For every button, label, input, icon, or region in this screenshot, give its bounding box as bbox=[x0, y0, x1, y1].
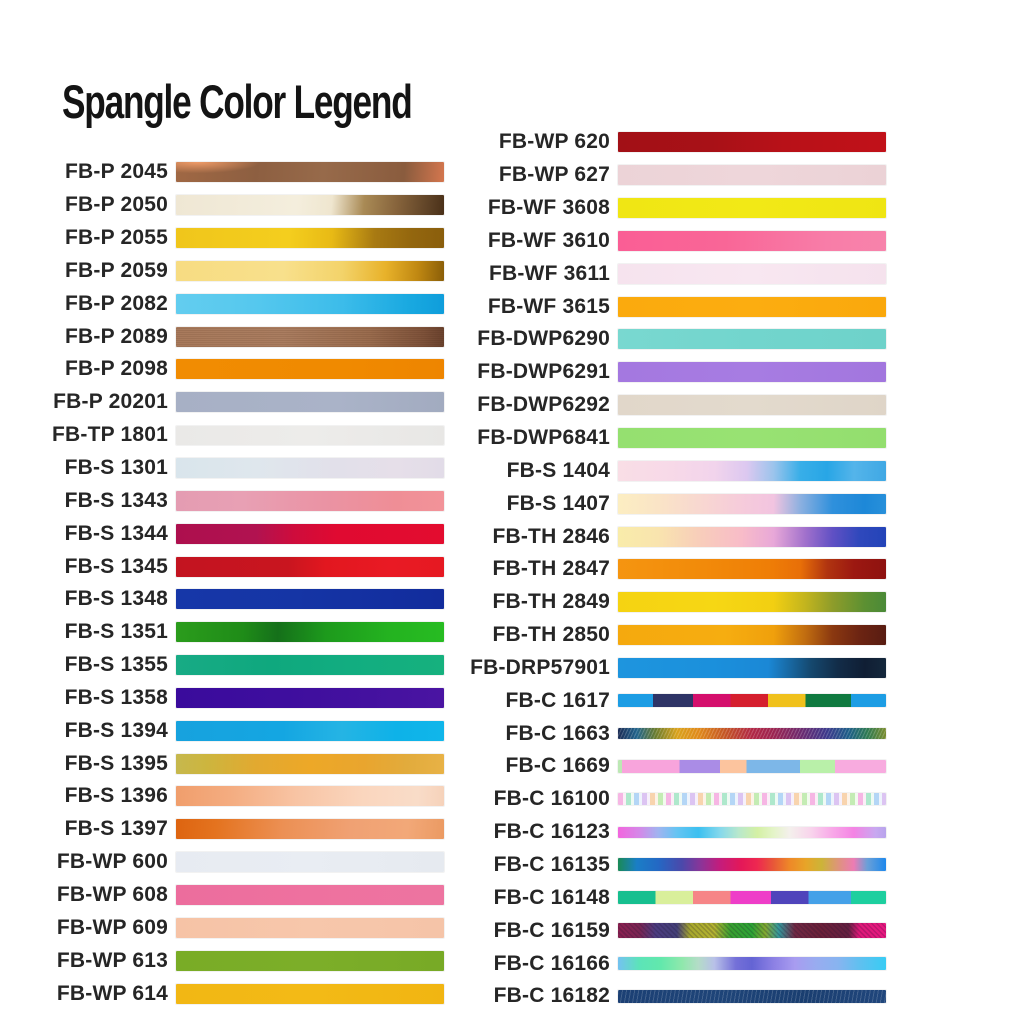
swatch-label: FB-C 1663 bbox=[505, 721, 610, 745]
legend-row bbox=[38, 517, 444, 550]
swatch-label: FB-C 16159 bbox=[493, 918, 610, 942]
legend-row bbox=[38, 813, 444, 846]
swatch-label: FB-TH 2846 bbox=[492, 524, 610, 548]
legend-row bbox=[38, 222, 444, 255]
legend-row bbox=[460, 750, 886, 783]
legend-row bbox=[460, 947, 886, 980]
legend-row bbox=[460, 257, 886, 290]
legend-row bbox=[38, 714, 444, 747]
legend-row bbox=[38, 320, 444, 353]
color-swatch bbox=[618, 395, 886, 415]
color-swatch bbox=[176, 392, 444, 412]
legend-row bbox=[38, 879, 444, 912]
swatch-label: FB-S 1348 bbox=[64, 587, 168, 611]
color-swatch bbox=[618, 793, 886, 805]
swatch-label: FB-S 1343 bbox=[64, 488, 168, 512]
color-swatch bbox=[176, 426, 444, 445]
color-swatch bbox=[176, 786, 444, 806]
legend-row bbox=[38, 484, 444, 517]
color-swatch bbox=[176, 852, 444, 872]
legend-row bbox=[38, 616, 444, 649]
swatch-label: FB-P 2050 bbox=[65, 193, 168, 217]
legend-row bbox=[460, 816, 886, 849]
swatch-label: FB-S 1344 bbox=[64, 521, 168, 545]
color-swatch bbox=[618, 165, 886, 185]
legend-row bbox=[460, 290, 886, 323]
legend-row bbox=[38, 780, 444, 813]
swatch-label: FB-C 16100 bbox=[493, 787, 610, 811]
swatch-label: FB-P 2059 bbox=[65, 258, 168, 282]
swatch-label: FB-WP 613 bbox=[56, 948, 168, 972]
legend-row bbox=[38, 944, 444, 977]
swatch-label: FB-P 2055 bbox=[65, 226, 168, 250]
swatch-label: FB-C 16166 bbox=[493, 951, 610, 975]
swatch-label: FB-P 2045 bbox=[65, 160, 168, 184]
color-swatch bbox=[618, 625, 886, 645]
legend-row bbox=[460, 619, 886, 652]
legend-row bbox=[38, 846, 444, 879]
legend-row bbox=[460, 553, 886, 586]
swatch-label: FB-WP 609 bbox=[56, 915, 168, 939]
legend-row bbox=[38, 682, 444, 715]
color-swatch bbox=[176, 918, 444, 938]
color-swatch bbox=[176, 458, 444, 478]
color-swatch bbox=[176, 655, 444, 675]
color-swatch bbox=[618, 461, 886, 481]
color-swatch bbox=[176, 294, 444, 314]
color-swatch bbox=[176, 885, 444, 905]
color-swatch bbox=[618, 362, 886, 382]
swatch-label: FB-P 2089 bbox=[65, 324, 168, 348]
legend-row bbox=[38, 419, 444, 452]
legend-row bbox=[460, 126, 886, 159]
swatch-label: FB-DWP6841 bbox=[477, 426, 610, 450]
legend-row bbox=[460, 717, 886, 750]
legend-row bbox=[460, 225, 886, 258]
swatch-label: FB-DWP6291 bbox=[477, 360, 610, 384]
swatch-label: FB-P 2082 bbox=[65, 291, 168, 315]
legend-row bbox=[38, 189, 444, 222]
legend-row bbox=[460, 652, 886, 685]
color-swatch bbox=[618, 297, 886, 317]
legend-row bbox=[38, 255, 444, 288]
swatch-label: FB-P 20201 bbox=[53, 390, 168, 414]
legend-row bbox=[460, 849, 886, 882]
swatch-label: FB-WF 3611 bbox=[488, 261, 610, 285]
color-swatch bbox=[176, 951, 444, 971]
color-swatch bbox=[618, 827, 886, 838]
swatch-label: FB-S 1301 bbox=[64, 456, 168, 480]
swatch-label: FB-DWP6290 bbox=[477, 327, 610, 351]
swatch-label: FB-P 2098 bbox=[65, 357, 168, 381]
color-swatch bbox=[618, 527, 886, 547]
legend-row bbox=[460, 454, 886, 487]
legend-row bbox=[38, 452, 444, 485]
swatch-label: FB-S 1355 bbox=[64, 653, 168, 677]
legend-row bbox=[460, 356, 886, 389]
color-swatch bbox=[176, 984, 444, 1004]
swatch-label: FB-DWP6292 bbox=[477, 393, 610, 417]
color-swatch bbox=[618, 694, 886, 707]
color-swatch bbox=[618, 592, 886, 612]
color-swatch bbox=[618, 329, 886, 349]
legend-row bbox=[38, 747, 444, 780]
color-swatch bbox=[176, 195, 444, 215]
swatch-label: FB-WP 627 bbox=[498, 163, 610, 187]
legend-column-right bbox=[460, 126, 886, 1013]
color-swatch bbox=[618, 264, 886, 284]
swatch-label: FB-DRP57901 bbox=[470, 655, 610, 679]
color-swatch bbox=[618, 559, 886, 579]
color-swatch bbox=[176, 491, 444, 511]
color-swatch bbox=[176, 359, 444, 379]
color-swatch bbox=[618, 428, 886, 448]
swatch-label: FB-TH 2850 bbox=[492, 623, 610, 647]
color-swatch bbox=[176, 589, 444, 609]
swatch-label: FB-WP 600 bbox=[56, 850, 168, 874]
swatch-label: FB-WF 3608 bbox=[487, 196, 610, 220]
swatch-label: FB-C 1669 bbox=[505, 754, 610, 778]
legend-row bbox=[460, 520, 886, 553]
swatch-label: FB-TH 2849 bbox=[492, 590, 610, 614]
swatch-label: FB-TH 2847 bbox=[492, 557, 610, 581]
legend-row bbox=[38, 287, 444, 320]
legend-row bbox=[460, 422, 886, 455]
legend-row bbox=[460, 323, 886, 356]
color-swatch bbox=[618, 132, 886, 152]
color-swatch bbox=[176, 557, 444, 577]
color-swatch bbox=[618, 494, 886, 514]
color-swatch bbox=[176, 688, 444, 708]
legend-row bbox=[460, 914, 886, 947]
color-swatch bbox=[618, 658, 886, 678]
legend-row bbox=[460, 980, 886, 1013]
swatch-label: FB-S 1351 bbox=[64, 620, 168, 644]
color-swatch bbox=[618, 728, 886, 739]
legend-row bbox=[38, 353, 444, 386]
swatch-label: FB-S 1394 bbox=[64, 718, 168, 742]
swatch-label: FB-S 1404 bbox=[506, 458, 610, 482]
swatch-label: FB-WP 608 bbox=[56, 882, 168, 906]
color-swatch bbox=[176, 162, 444, 182]
swatch-label: FB-S 1395 bbox=[64, 751, 168, 775]
swatch-label: FB-S 1345 bbox=[64, 554, 168, 578]
legend-row bbox=[460, 192, 886, 225]
page-title: Spangle Color Legend bbox=[62, 76, 412, 129]
swatch-label: FB-S 1358 bbox=[64, 685, 168, 709]
legend-row bbox=[38, 977, 444, 1010]
color-swatch bbox=[176, 524, 444, 544]
color-swatch bbox=[176, 721, 444, 741]
color-swatch bbox=[176, 327, 444, 347]
swatch-label: FB-S 1407 bbox=[506, 491, 610, 515]
color-swatch bbox=[176, 261, 444, 281]
swatch-label: FB-S 1397 bbox=[64, 817, 168, 841]
legend-row bbox=[38, 550, 444, 583]
legend-row bbox=[38, 156, 444, 189]
color-swatch bbox=[176, 622, 444, 642]
legend-row bbox=[460, 881, 886, 914]
swatch-label: FB-WF 3610 bbox=[487, 228, 610, 252]
swatch-label: FB-TP 1801 bbox=[52, 423, 168, 447]
swatch-label: FB-C 16135 bbox=[493, 852, 610, 876]
color-swatch bbox=[618, 990, 886, 1003]
color-swatch bbox=[618, 891, 886, 904]
swatch-label: FB-C 16148 bbox=[493, 885, 610, 909]
legend-row bbox=[460, 783, 886, 816]
swatch-label: FB-C 1617 bbox=[505, 688, 610, 712]
swatch-label: FB-C 16123 bbox=[493, 820, 610, 844]
color-swatch bbox=[176, 228, 444, 248]
swatch-label: FB-WP 620 bbox=[498, 130, 610, 154]
legend-row bbox=[460, 389, 886, 422]
legend-row bbox=[460, 586, 886, 619]
swatch-label: FB-S 1396 bbox=[64, 784, 168, 808]
legend-row bbox=[38, 911, 444, 944]
color-swatch bbox=[176, 754, 444, 774]
legend-row bbox=[460, 159, 886, 192]
swatch-label: FB-WP 614 bbox=[56, 981, 168, 1005]
legend-row bbox=[38, 649, 444, 682]
legend-row bbox=[460, 684, 886, 717]
color-swatch bbox=[618, 957, 886, 970]
legend-column-left bbox=[38, 156, 444, 1010]
legend-row bbox=[460, 487, 886, 520]
swatch-label: FB-WF 3615 bbox=[487, 294, 610, 318]
legend-row bbox=[38, 583, 444, 616]
color-swatch bbox=[618, 231, 886, 251]
swatch-label: FB-C 16182 bbox=[493, 984, 610, 1008]
color-swatch bbox=[618, 760, 886, 773]
legend-row bbox=[38, 386, 444, 419]
color-swatch bbox=[176, 819, 444, 839]
color-swatch bbox=[618, 858, 886, 871]
color-swatch bbox=[618, 923, 886, 938]
color-swatch bbox=[618, 198, 886, 218]
